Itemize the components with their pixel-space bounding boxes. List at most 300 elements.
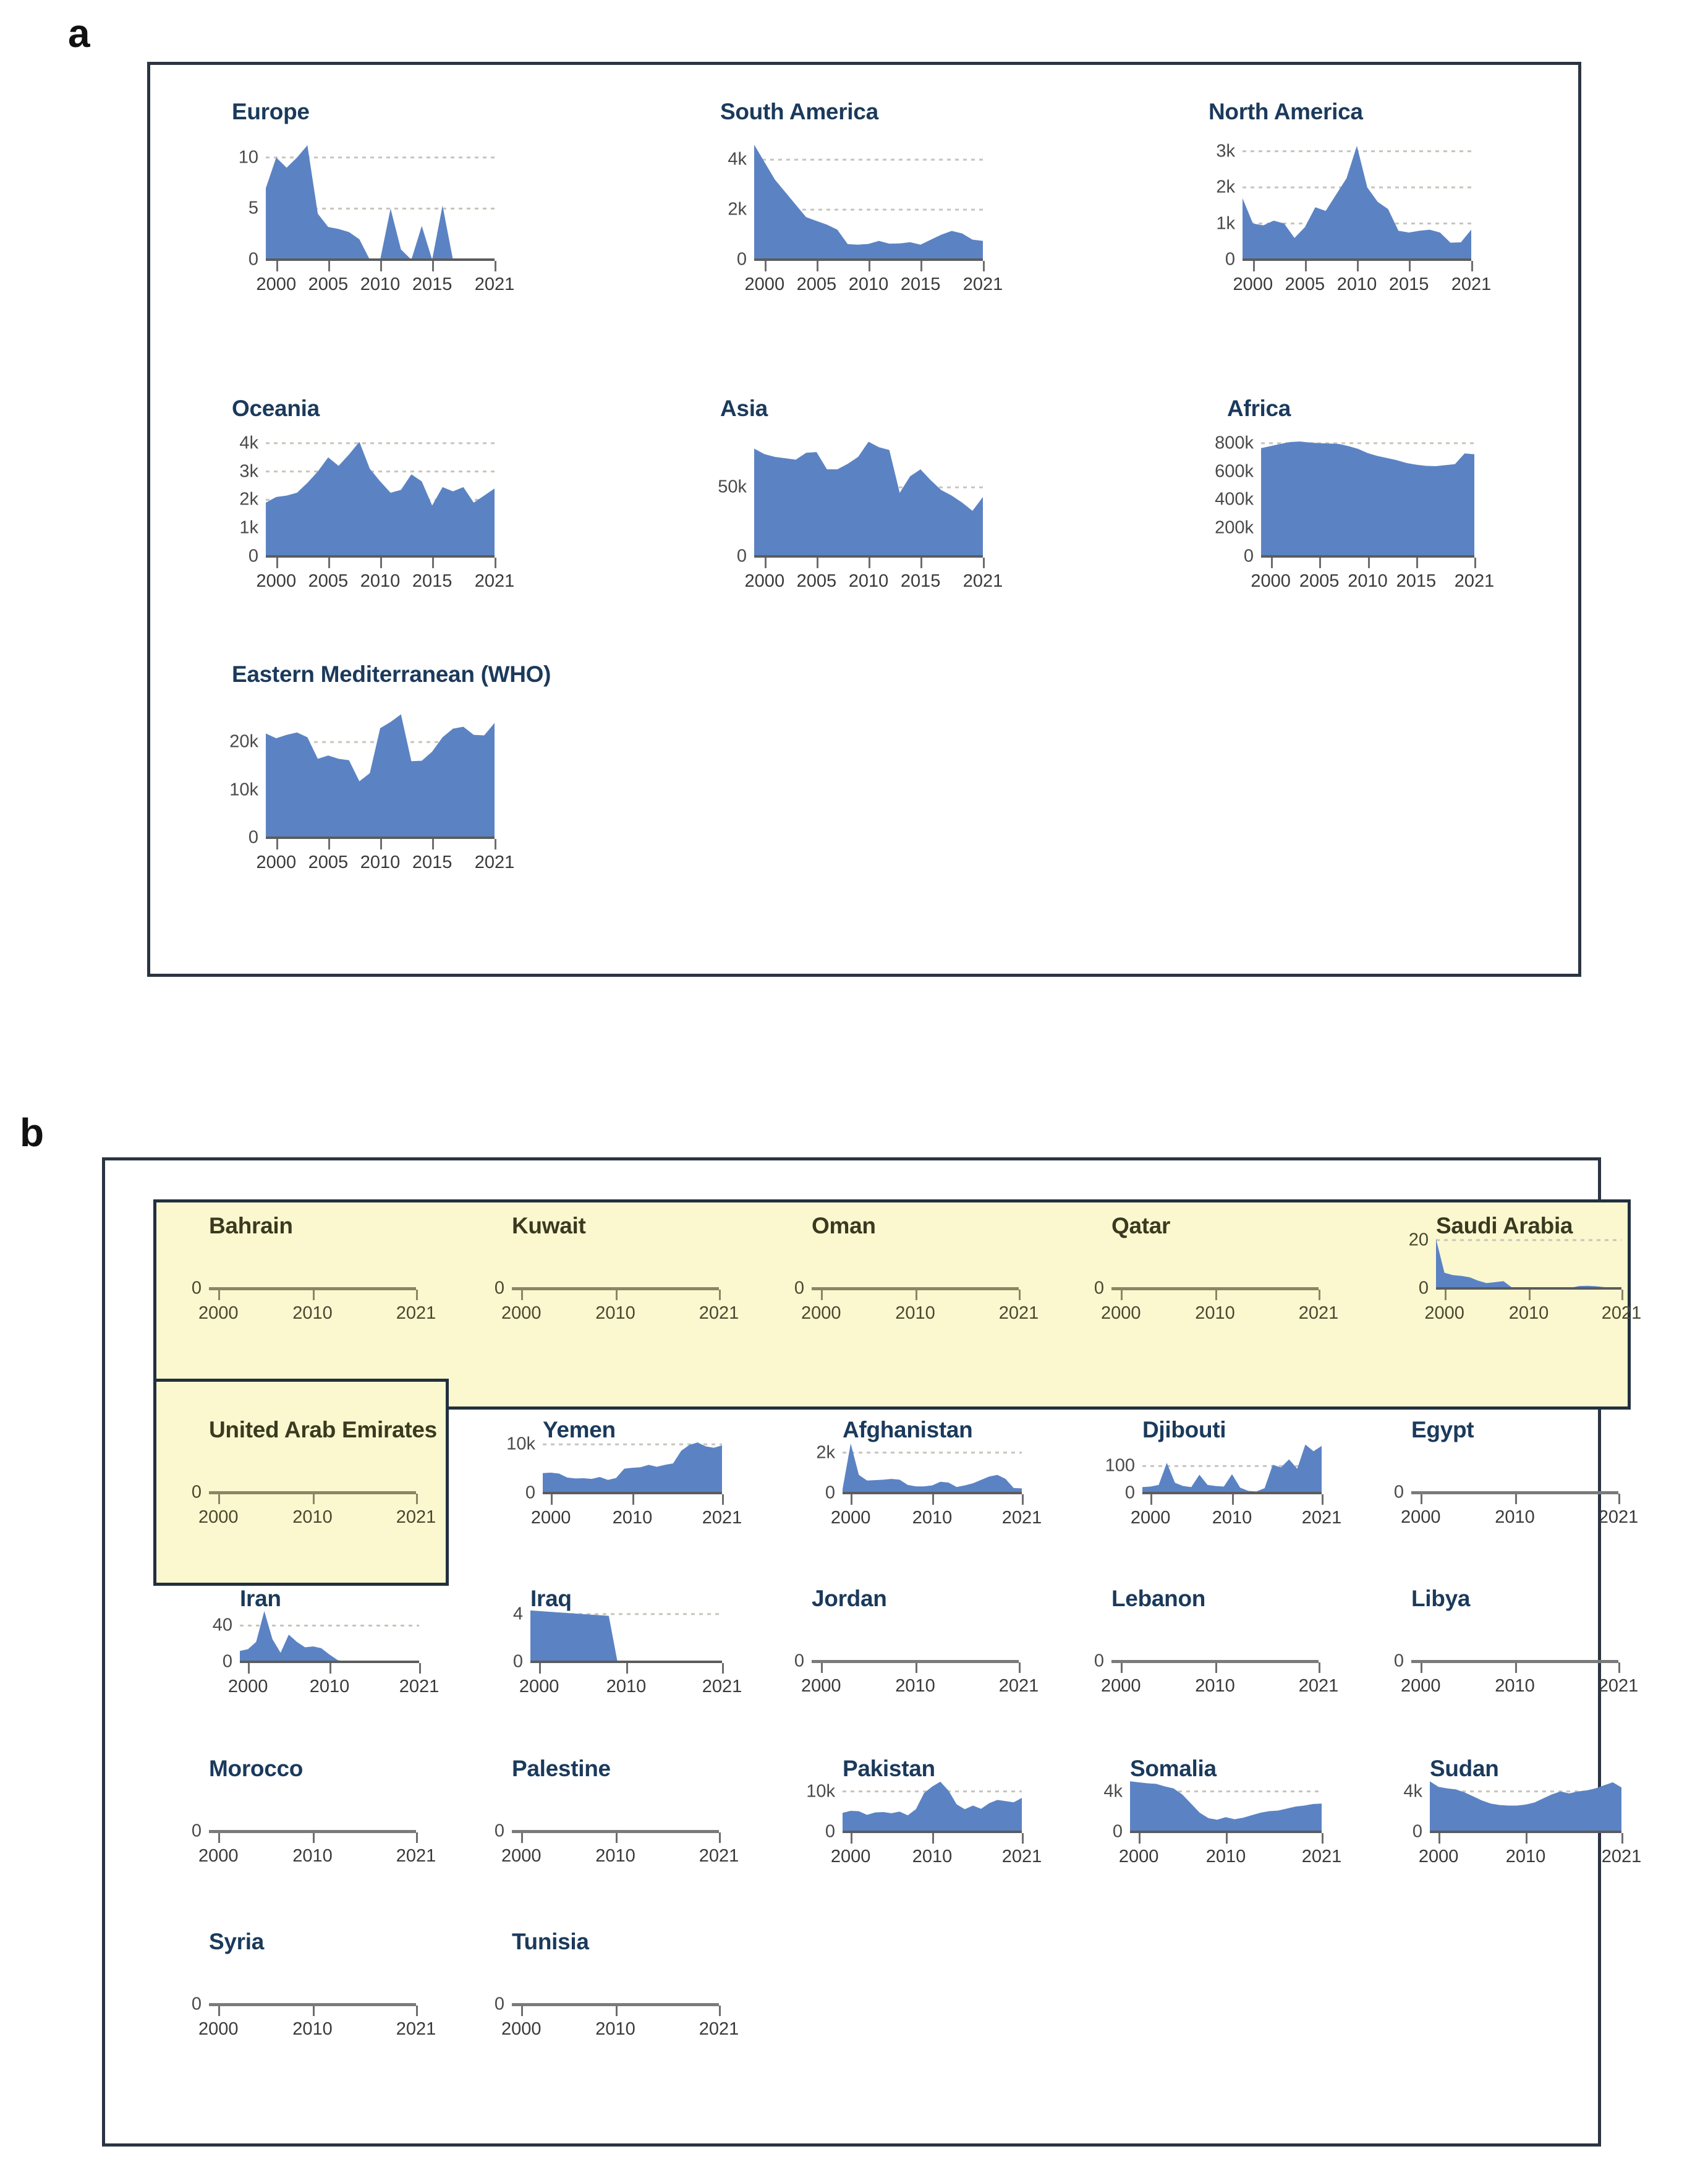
area-series-somalia (1130, 1779, 1322, 1832)
xtick-label-djibouti-0: 2000 (1130, 1508, 1171, 1528)
xtick-mark-afghanistan-2 (1022, 1494, 1024, 1505)
ytick-label-oceania-2: 2k (239, 489, 258, 509)
xtick-label-africa-0: 2000 (1251, 571, 1291, 591)
xtick-mark-asia-1 (817, 558, 818, 568)
xtick-mark-libya-0 (1421, 1662, 1422, 1673)
xtick-mark-afghanistan-1 (932, 1494, 934, 1505)
ytick-label-tunisia-0: 0 (494, 1994, 504, 2014)
xtick-mark-lebanon-2 (1319, 1662, 1320, 1673)
plot-area-iran (240, 1609, 419, 1662)
chart-cell-libya (1388, 1586, 1647, 1740)
xtick-mark-south-america-2 (869, 261, 870, 271)
ytick-label-eastern-mediterranean-who-0: 0 (248, 827, 258, 848)
xtick-label-south-america-2: 2010 (848, 274, 889, 294)
ytick-label-europe-1: 5 (248, 198, 258, 218)
xtick-mark-somalia-2 (1322, 1833, 1323, 1844)
xtick-label-iraq-2: 2021 (702, 1677, 742, 1696)
plot-area-pakistan (843, 1779, 1022, 1832)
xtick-label-saudi-arabia-1: 2010 (1508, 1303, 1549, 1323)
plot-area-north-america (1243, 142, 1471, 260)
xtick-label-oceania-3: 2015 (412, 571, 452, 591)
xtick-label-europe-1: 2005 (308, 274, 349, 294)
ytick-label-djibouti-1: 100 (1105, 1455, 1135, 1476)
xtick-mark-oceania-1 (328, 558, 330, 568)
ytick-label-europe-0: 0 (248, 249, 258, 270)
xtick-label-united-arab-emirates-0: 2000 (198, 1507, 239, 1527)
xtick-mark-qatar-0 (1121, 1290, 1123, 1300)
ytick-label-asia-0: 0 (736, 546, 747, 566)
xtick-label-sudan-2: 2021 (1601, 1847, 1642, 1866)
area-series-north-america (1243, 142, 1471, 260)
xtick-label-north-america-4: 2021 (1451, 274, 1492, 294)
ytick-label-europe-2: 10 (238, 147, 258, 168)
xtick-mark-north-america-1 (1305, 261, 1307, 271)
chart-title-iraq: Iraq (530, 1586, 572, 1611)
xtick-mark-afghanistan-0 (851, 1494, 852, 1505)
chart-cell-egypt (1388, 1417, 1647, 1572)
xtick-label-jordan-2: 2021 (998, 1676, 1039, 1696)
chart-title-eastern-mediterranean-who: Eastern Mediterranean (WHO) (232, 662, 551, 687)
xtick-label-pakistan-2: 2021 (1001, 1847, 1042, 1866)
ytick-label-iran-1: 40 (212, 1615, 232, 1635)
chart-title-syria: Syria (209, 1929, 265, 1954)
ytick-label-eastern-mediterranean-who-1: 10k (229, 780, 258, 800)
ytick-label-lebanon-0: 0 (1094, 1651, 1104, 1671)
xtick-mark-egypt-0 (1421, 1494, 1422, 1504)
xtick-label-asia-4: 2021 (962, 571, 1003, 591)
xtick-label-qatar-1: 2010 (1195, 1303, 1235, 1323)
xtick-label-south-america-4: 2021 (962, 274, 1003, 294)
ytick-label-pakistan-1: 10k (806, 1781, 835, 1802)
zero-baseline-morocco (209, 1830, 416, 1833)
chart-cell-djibouti (1088, 1417, 1348, 1572)
xtick-label-lebanon-2: 2021 (1298, 1676, 1339, 1696)
plot-area-morocco (209, 1794, 416, 1831)
xtick-label-libya-0: 2000 (1400, 1676, 1441, 1696)
xtick-label-iran-1: 2010 (309, 1677, 350, 1696)
xtick-label-palestine-2: 2021 (699, 1846, 739, 1866)
xtick-label-europe-3: 2015 (412, 274, 452, 294)
xtick-mark-iraq-0 (539, 1663, 541, 1674)
chart-title-egypt: Egypt (1411, 1417, 1474, 1442)
xtick-mark-sudan-1 (1526, 1833, 1527, 1844)
chart-title-kuwait: Kuwait (512, 1213, 586, 1238)
xtick-mark-saudi-arabia-0 (1445, 1290, 1447, 1300)
xtick-mark-europe-1 (328, 261, 330, 271)
xtick-mark-africa-2 (1368, 558, 1370, 568)
ytick-label-pakistan-0: 0 (825, 1821, 835, 1842)
area-series-iraq (530, 1609, 722, 1662)
xtick-mark-south-america-4 (983, 261, 985, 271)
ytick-label-egypt-0: 0 (1393, 1482, 1404, 1502)
xtick-mark-north-america-3 (1409, 261, 1411, 271)
xtick-label-kuwait-1: 2010 (595, 1303, 635, 1323)
xtick-label-iran-0: 2000 (227, 1677, 268, 1696)
xtick-label-saudi-arabia-2: 2021 (1601, 1303, 1642, 1323)
xtick-label-europe-4: 2021 (474, 274, 515, 294)
plot-area-africa (1261, 439, 1474, 556)
xtick-mark-oman-2 (1019, 1290, 1021, 1300)
xtick-label-palestine-1: 2010 (595, 1846, 635, 1866)
ytick-label-iraq-1: 4 (512, 1604, 523, 1624)
xtick-label-oceania-4: 2021 (474, 571, 515, 591)
xtick-label-yemen-0: 2000 (530, 1508, 571, 1528)
xtick-label-somalia-2: 2021 (1301, 1847, 1342, 1866)
chart-title-yemen: Yemen (543, 1417, 616, 1442)
ytick-label-jordan-0: 0 (794, 1651, 804, 1671)
xtick-label-morocco-0: 2000 (198, 1846, 239, 1866)
xtick-mark-kuwait-0 (521, 1290, 523, 1300)
ytick-label-iraq-0: 0 (512, 1651, 523, 1672)
xtick-mark-qatar-1 (1215, 1290, 1217, 1300)
zero-baseline-united-arab-emirates (209, 1491, 416, 1494)
zero-baseline-egypt (1411, 1491, 1618, 1494)
xtick-label-syria-0: 2000 (198, 2019, 239, 2039)
chart-title-somalia: Somalia (1130, 1756, 1217, 1781)
zero-baseline-oman (812, 1287, 1019, 1290)
chart-title-asia: Asia (720, 396, 768, 421)
plot-area-eastern-mediterranean-who (266, 711, 495, 838)
xtick-mark-saudi-arabia-1 (1529, 1290, 1531, 1300)
chart-title-africa: Africa (1227, 396, 1291, 421)
chart-cell-morocco (185, 1756, 445, 1910)
ytick-label-yemen-0: 0 (525, 1483, 535, 1503)
plot-area-bahrain (209, 1251, 416, 1288)
xtick-mark-jordan-0 (821, 1662, 823, 1673)
xtick-mark-djibouti-1 (1232, 1494, 1234, 1505)
xtick-mark-europe-0 (276, 261, 278, 271)
xtick-mark-eastern-mediterranean-who-4 (495, 839, 496, 849)
xtick-label-south-america-0: 2000 (744, 274, 785, 294)
xtick-label-tunisia-1: 2010 (595, 2019, 635, 2039)
chart-cell-europe (185, 99, 532, 303)
xtick-mark-south-america-3 (920, 261, 922, 271)
xtick-mark-libya-2 (1618, 1662, 1620, 1673)
xtick-mark-palestine-2 (719, 1832, 721, 1843)
xtick-label-lebanon-1: 2010 (1195, 1676, 1235, 1696)
xtick-mark-pakistan-2 (1022, 1833, 1024, 1844)
area-series-europe (266, 142, 495, 260)
xtick-mark-djibouti-0 (1150, 1494, 1152, 1505)
ytick-label-africa-0: 0 (1243, 546, 1254, 566)
plot-area-tunisia (512, 1967, 719, 2004)
xtick-mark-jordan-1 (916, 1662, 917, 1673)
xtick-mark-tunisia-0 (521, 2006, 523, 2016)
chart-cell-south-america (674, 99, 1020, 303)
zero-baseline-tunisia (512, 2003, 719, 2006)
xtick-mark-north-america-0 (1253, 261, 1255, 271)
xtick-mark-jordan-2 (1019, 1662, 1021, 1673)
plot-area-qatar (1111, 1251, 1319, 1288)
chart-cell-tunisia (488, 1929, 748, 2083)
plot-area-sudan (1430, 1779, 1621, 1832)
xtick-mark-europe-4 (495, 261, 496, 271)
xtick-label-afghanistan-2: 2021 (1001, 1508, 1042, 1528)
xtick-label-djibouti-1: 2010 (1212, 1508, 1252, 1528)
xtick-label-afghanistan-1: 2010 (912, 1508, 953, 1528)
xtick-label-saudi-arabia-0: 2000 (1424, 1303, 1464, 1323)
ytick-label-south-america-1: 2k (728, 199, 747, 219)
chart-cell-yemen (488, 1417, 748, 1572)
xtick-label-eastern-mediterranean-who-1: 2005 (308, 853, 349, 872)
xtick-mark-egypt-2 (1618, 1494, 1620, 1504)
ytick-label-djibouti-0: 0 (1124, 1483, 1135, 1503)
xtick-label-europe-2: 2010 (360, 274, 401, 294)
chart-cell-qatar (1088, 1213, 1348, 1368)
xtick-label-iraq-1: 2010 (606, 1677, 647, 1696)
xtick-mark-palestine-0 (521, 1832, 523, 1843)
xtick-mark-syria-1 (313, 2006, 315, 2016)
plot-area-lebanon (1111, 1624, 1319, 1661)
xtick-mark-eastern-mediterranean-who-3 (432, 839, 434, 849)
xtick-label-syria-1: 2010 (292, 2019, 333, 2039)
zero-baseline-palestine (512, 1830, 719, 1833)
ytick-label-saudi-arabia-0: 0 (1418, 1278, 1429, 1298)
chart-title-tunisia: Tunisia (512, 1929, 589, 1954)
chart-cell-united-arab-emirates (185, 1417, 445, 1572)
panel-b-letter: b (20, 1110, 45, 1155)
xtick-mark-kuwait-1 (616, 1290, 618, 1300)
xtick-mark-qatar-2 (1319, 1290, 1320, 1300)
xtick-mark-oman-1 (916, 1290, 917, 1300)
ytick-label-sudan-0: 0 (1412, 1821, 1422, 1842)
xtick-mark-pakistan-1 (932, 1833, 934, 1844)
zero-baseline-lebanon (1111, 1660, 1319, 1663)
xtick-mark-bahrain-1 (313, 1290, 315, 1300)
xtick-mark-djibouti-2 (1322, 1494, 1323, 1505)
xtick-mark-iran-1 (329, 1663, 331, 1674)
chart-title-iran: Iran (240, 1586, 281, 1611)
xtick-mark-tunisia-2 (719, 2006, 721, 2016)
xtick-label-yemen-1: 2010 (612, 1508, 653, 1528)
xtick-mark-europe-2 (380, 261, 382, 271)
plot-area-oman (812, 1251, 1019, 1288)
xtick-mark-iran-2 (419, 1663, 421, 1674)
ytick-label-eastern-mediterranean-who-2: 20k (229, 731, 258, 752)
xtick-mark-egypt-1 (1515, 1494, 1517, 1504)
ytick-label-bahrain-0: 0 (191, 1278, 202, 1298)
xtick-mark-sudan-2 (1621, 1833, 1623, 1844)
zero-baseline-kuwait (512, 1287, 719, 1290)
chart-title-qatar: Qatar (1111, 1213, 1171, 1238)
xtick-mark-kuwait-2 (719, 1290, 721, 1300)
zero-baseline-qatar (1111, 1287, 1319, 1290)
chart-cell-oman (788, 1213, 1048, 1368)
chart-title-palestine: Palestine (512, 1756, 611, 1781)
ytick-label-somalia-1: 4k (1103, 1781, 1123, 1802)
plot-area-somalia (1130, 1779, 1322, 1832)
chart-cell-oceania (185, 396, 532, 600)
ytick-label-somalia-0: 0 (1112, 1821, 1123, 1842)
plot-area-saudi-arabia (1436, 1238, 1621, 1288)
xtick-label-africa-4: 2021 (1454, 571, 1495, 591)
xtick-label-egypt-2: 2021 (1598, 1507, 1639, 1527)
chart-title-libya: Libya (1411, 1586, 1471, 1611)
xtick-mark-lebanon-0 (1121, 1662, 1123, 1673)
xtick-mark-iraq-2 (722, 1663, 724, 1674)
chart-title-jordan: Jordan (812, 1586, 887, 1611)
ytick-label-north-america-2: 2k (1216, 177, 1235, 197)
xtick-mark-eastern-mediterranean-who-2 (380, 839, 382, 849)
ytick-label-palestine-0: 0 (494, 1821, 504, 1841)
xtick-label-libya-2: 2021 (1598, 1676, 1639, 1696)
xtick-mark-north-america-2 (1357, 261, 1359, 271)
xtick-mark-asia-0 (765, 558, 767, 568)
chart-title-sudan: Sudan (1430, 1756, 1499, 1781)
zero-baseline-libya (1411, 1660, 1618, 1663)
xtick-label-eastern-mediterranean-who-0: 2000 (256, 853, 297, 872)
ytick-label-syria-0: 0 (191, 1994, 202, 2014)
panel-a-letter: a (68, 11, 90, 56)
xtick-mark-somalia-1 (1226, 1833, 1228, 1844)
xtick-label-south-america-3: 2015 (900, 274, 941, 294)
xtick-mark-oceania-3 (432, 558, 434, 568)
ytick-label-north-america-0: 0 (1225, 249, 1235, 270)
xtick-mark-oceania-4 (495, 558, 496, 568)
xtick-mark-libya-1 (1515, 1662, 1517, 1673)
xtick-mark-bahrain-2 (416, 1290, 418, 1300)
chart-cell-iran (185, 1586, 445, 1740)
area-series-south-america (754, 142, 983, 260)
xtick-label-iran-2: 2021 (399, 1677, 440, 1696)
ytick-label-sudan-1: 4k (1403, 1781, 1422, 1802)
ytick-label-united-arab-emirates-0: 0 (191, 1482, 202, 1502)
zero-baseline-jordan (812, 1660, 1019, 1663)
xtick-mark-iran-0 (248, 1663, 250, 1674)
xtick-mark-somalia-0 (1139, 1833, 1141, 1844)
xtick-label-syria-2: 2021 (396, 2019, 436, 2039)
xtick-label-egypt-0: 2000 (1400, 1507, 1441, 1527)
chart-title-afghanistan: Afghanistan (843, 1417, 973, 1442)
xtick-label-asia-1: 2005 (796, 571, 837, 591)
xtick-label-pakistan-1: 2010 (912, 1847, 953, 1866)
chart-title-oman: Oman (812, 1213, 876, 1238)
ytick-label-north-america-1: 1k (1216, 213, 1235, 234)
xtick-label-jordan-0: 2000 (801, 1676, 841, 1696)
plot-area-egypt (1411, 1455, 1618, 1492)
plot-area-syria (209, 1967, 416, 2004)
plot-area-iraq (530, 1609, 722, 1662)
plot-area-asia (754, 439, 983, 556)
xtick-mark-eastern-mediterranean-who-1 (328, 839, 330, 849)
xtick-mark-saudi-arabia-2 (1621, 1290, 1623, 1300)
xtick-mark-palestine-1 (616, 1832, 618, 1843)
xtick-label-united-arab-emirates-1: 2010 (292, 1507, 333, 1527)
ytick-label-oceania-0: 0 (248, 546, 258, 566)
xtick-label-djibouti-2: 2021 (1301, 1508, 1342, 1528)
xtick-label-iraq-0: 2000 (519, 1677, 559, 1696)
xtick-label-tunisia-0: 2000 (501, 2019, 542, 2039)
chart-title-lebanon: Lebanon (1111, 1586, 1206, 1611)
chart-title-europe: Europe (232, 99, 310, 124)
xtick-label-libya-1: 2010 (1495, 1676, 1535, 1696)
chart-cell-syria (185, 1929, 445, 2083)
ytick-label-kuwait-0: 0 (494, 1278, 504, 1298)
xtick-mark-morocco-2 (416, 1832, 418, 1843)
xtick-label-africa-1: 2005 (1299, 571, 1340, 591)
ytick-label-saudi-arabia-1: 20 (1408, 1230, 1429, 1250)
ytick-label-qatar-0: 0 (1094, 1278, 1104, 1298)
ytick-label-oman-0: 0 (794, 1278, 804, 1298)
xtick-mark-oceania-0 (276, 558, 278, 568)
chart-title-united-arab-emirates: United Arab Emirates (209, 1417, 437, 1442)
xtick-label-somalia-0: 2000 (1118, 1847, 1159, 1866)
xtick-mark-pakistan-0 (851, 1833, 852, 1844)
xtick-label-oman-2: 2021 (998, 1303, 1039, 1323)
chart-cell-kuwait (488, 1213, 748, 1368)
xtick-label-kuwait-2: 2021 (699, 1303, 739, 1323)
ytick-label-libya-0: 0 (1393, 1651, 1404, 1671)
xtick-label-lebanon-0: 2000 (1100, 1676, 1141, 1696)
chart-cell-north-america (1162, 99, 1508, 303)
plot-area-jordan (812, 1624, 1019, 1661)
area-series-yemen (543, 1440, 722, 1493)
xtick-mark-tunisia-1 (616, 2006, 618, 2016)
plot-area-south-america (754, 142, 983, 260)
xtick-label-morocco-1: 2010 (292, 1846, 333, 1866)
xtick-label-eastern-mediterranean-who-3: 2015 (412, 853, 452, 872)
xtick-mark-asia-3 (920, 558, 922, 568)
xtick-mark-europe-3 (432, 261, 434, 271)
xtick-label-eastern-mediterranean-who-2: 2010 (360, 853, 401, 872)
chart-title-saudi-arabia: Saudi Arabia (1436, 1213, 1573, 1238)
area-series-iran (240, 1609, 419, 1662)
plot-area-palestine (512, 1794, 719, 1831)
area-series-sudan (1430, 1779, 1621, 1832)
ytick-label-africa-2: 400k (1215, 489, 1254, 509)
area-series-afghanistan (843, 1440, 1022, 1493)
xtick-mark-oceania-2 (380, 558, 382, 568)
xtick-mark-asia-2 (869, 558, 870, 568)
chart-title-south-america: South America (720, 99, 878, 124)
ytick-label-south-america-2: 4k (728, 149, 747, 169)
xtick-mark-united-arab-emirates-2 (416, 1494, 418, 1504)
chart-cell-sudan (1388, 1756, 1647, 1910)
xtick-mark-iraq-1 (626, 1663, 628, 1674)
ytick-label-asia-1: 50k (718, 477, 747, 497)
area-series-oceania (266, 439, 495, 556)
xtick-label-asia-0: 2000 (744, 571, 785, 591)
xtick-label-eastern-mediterranean-who-4: 2021 (474, 853, 515, 872)
xtick-label-south-america-1: 2005 (796, 274, 837, 294)
plot-area-oceania (266, 439, 495, 556)
xtick-label-europe-0: 2000 (256, 274, 297, 294)
xtick-label-pakistan-0: 2000 (830, 1847, 871, 1866)
ytick-label-oceania-1: 1k (239, 517, 258, 538)
chart-title-oceania: Oceania (232, 396, 320, 421)
xtick-mark-morocco-0 (218, 1832, 220, 1843)
xtick-label-united-arab-emirates-2: 2021 (396, 1507, 436, 1527)
xtick-label-oceania-2: 2010 (360, 571, 401, 591)
xtick-label-sudan-0: 2000 (1418, 1847, 1459, 1866)
ytick-label-south-america-0: 0 (736, 249, 747, 270)
chart-title-djibouti: Djibouti (1142, 1417, 1226, 1442)
chart-cell-palestine (488, 1756, 748, 1910)
chart-title-pakistan: Pakistan (843, 1756, 935, 1781)
xtick-label-afghanistan-0: 2000 (830, 1508, 871, 1528)
ytick-label-oceania-3: 3k (239, 461, 258, 482)
xtick-label-egypt-1: 2010 (1495, 1507, 1535, 1527)
ytick-label-africa-3: 600k (1215, 461, 1254, 482)
xtick-label-north-america-1: 2005 (1285, 274, 1325, 294)
xtick-label-oman-1: 2010 (895, 1303, 935, 1323)
zero-baseline-syria (209, 2003, 416, 2006)
plot-area-europe (266, 142, 495, 260)
chart-cell-pakistan (788, 1756, 1048, 1910)
ytick-label-africa-4: 800k (1215, 433, 1254, 453)
xtick-label-north-america-0: 2000 (1233, 274, 1273, 294)
xtick-label-qatar-0: 2000 (1100, 1303, 1141, 1323)
